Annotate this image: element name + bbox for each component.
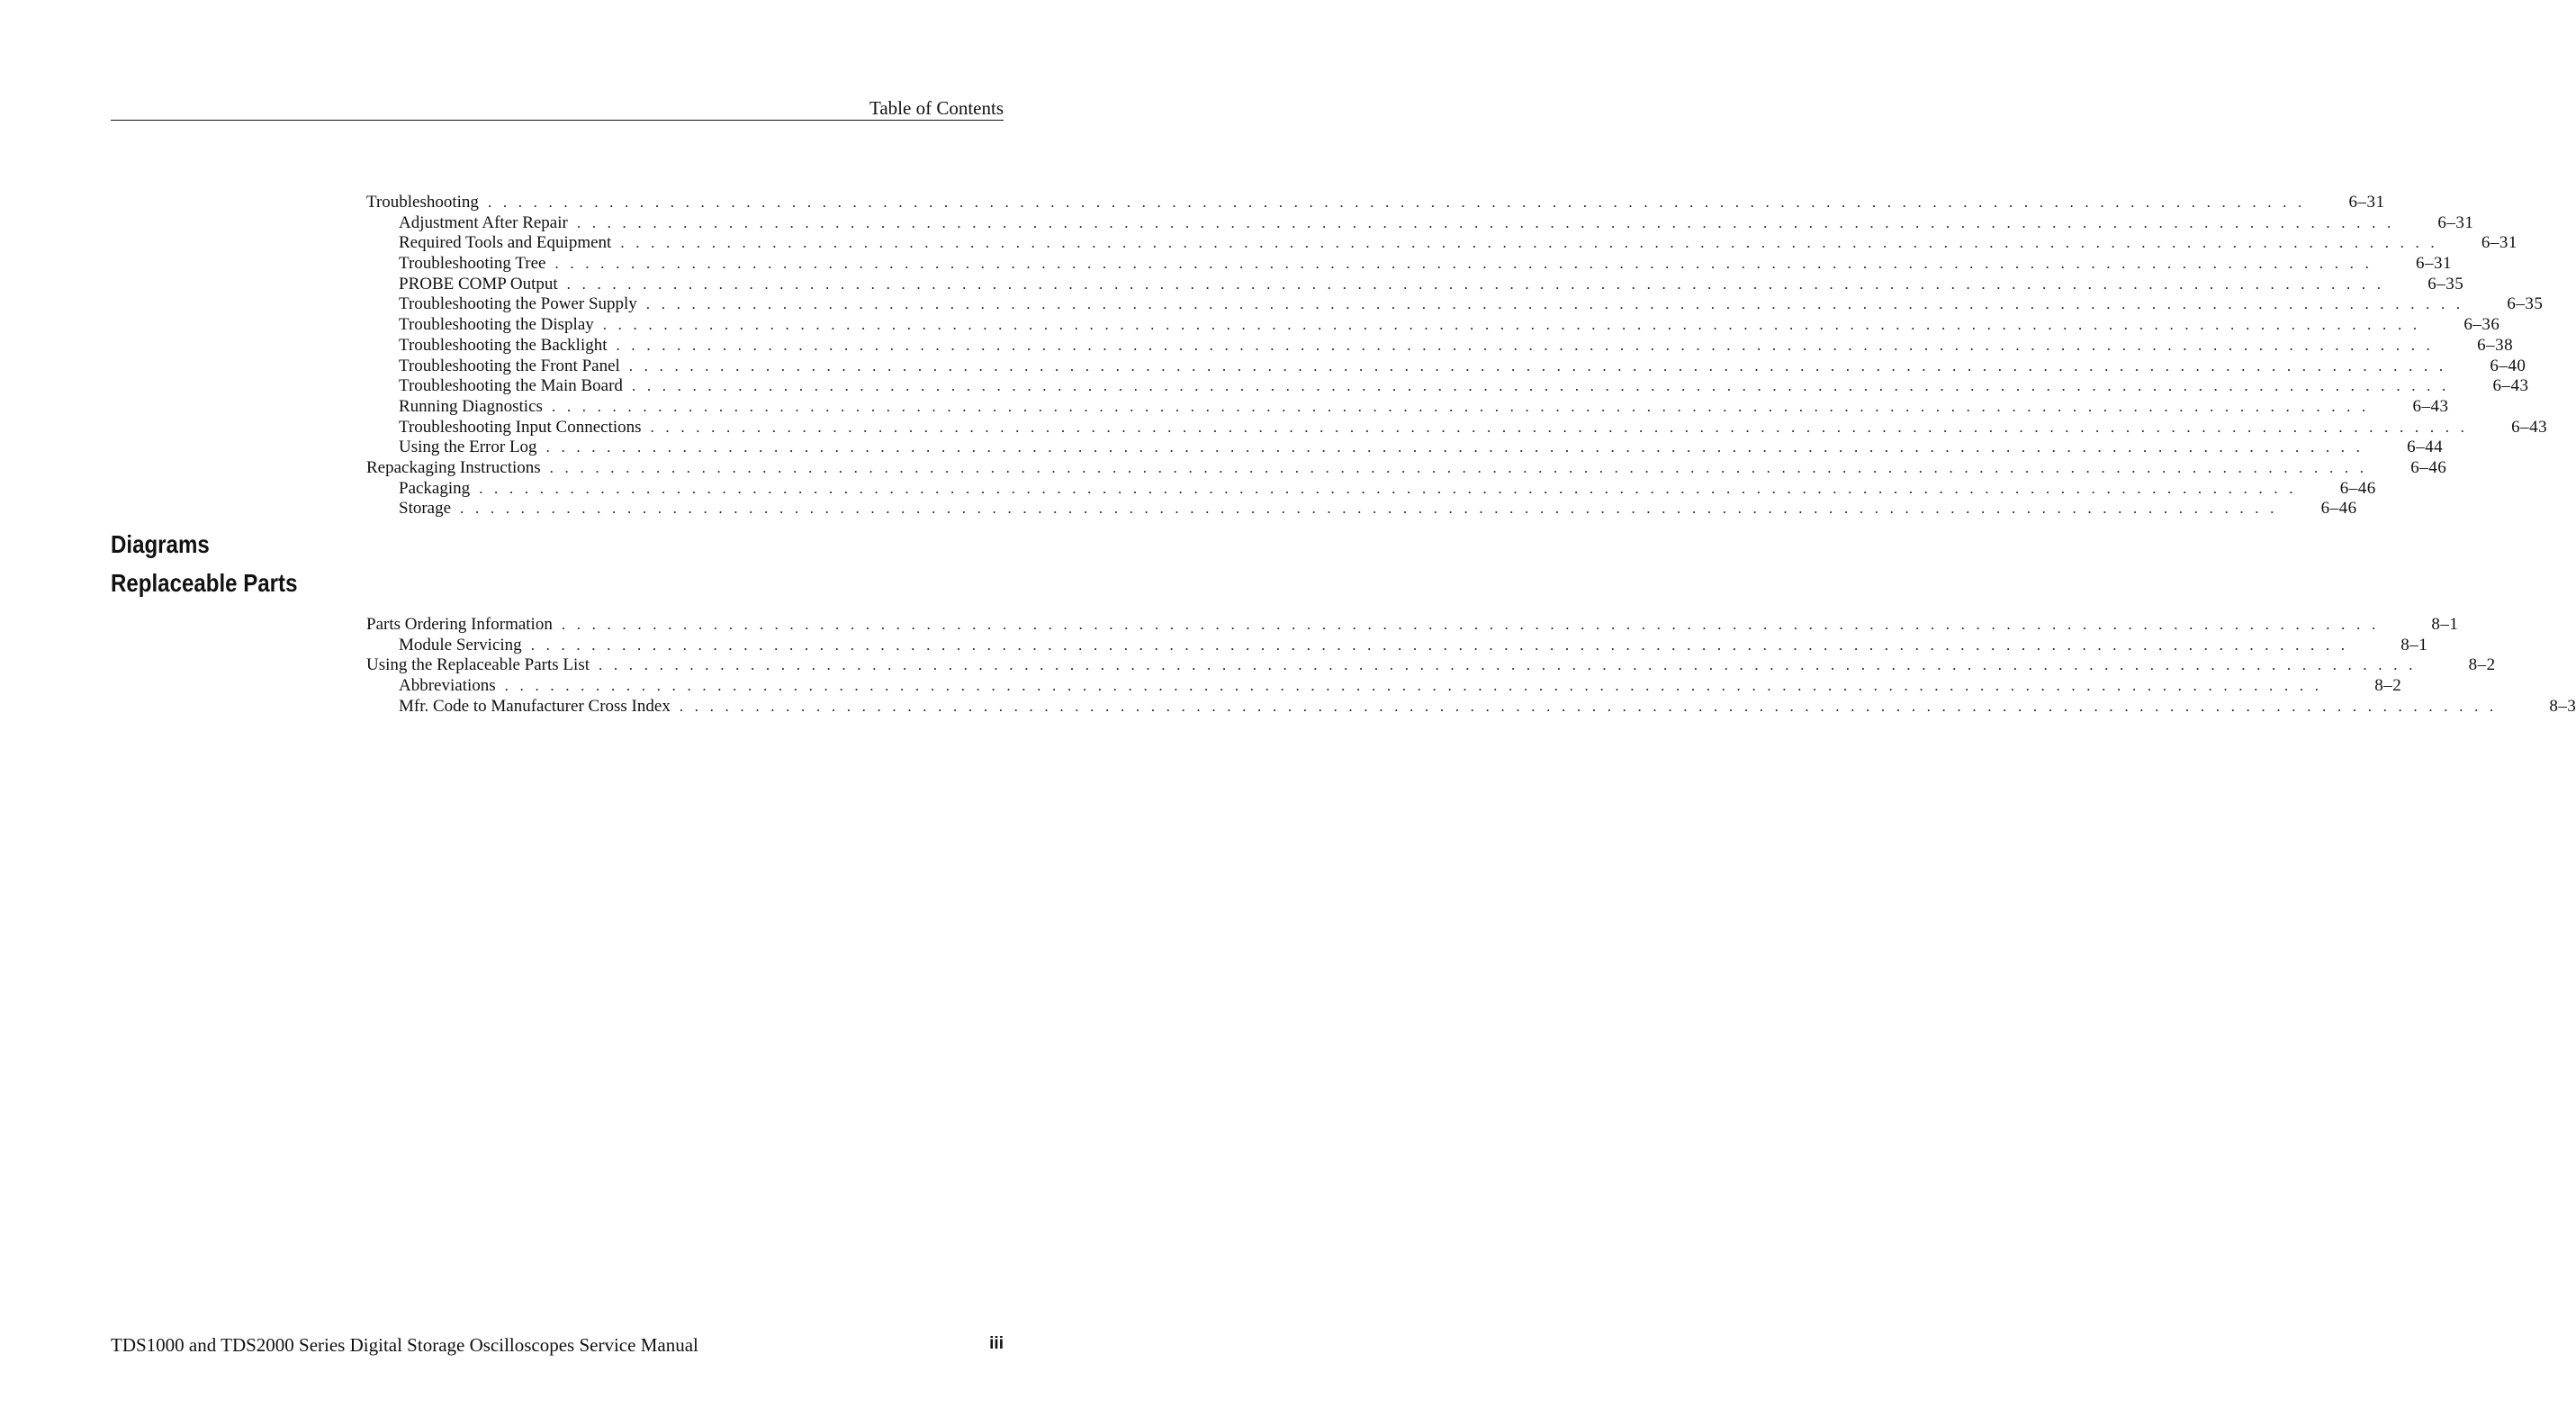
toc-entry[interactable] [366,254,2453,275]
toc-entry-title: Troubleshooting the Backlight [399,335,608,355]
toc-entry-page: 8–2 [2468,655,2496,675]
toc-entry-page: 8–2 [2374,676,2402,696]
dot-leader: . . . . . . . . . . . . . . . . . . . . . . . . . . . . . . . . . . . . . . . . . . . . . . . . . . . . . . . . . . . . . . . . . . . . . . . . . . . . . . . . . . . . . . . . . . . . . . . . . . . . . . . . . . . . . . . . . . . . . . . . [645,295,2464,313]
toc-entry-page: 6–31 [2437,212,2474,232]
toc-entry-title: Repackaging Instructions [366,457,541,477]
dot-leader: . . . . . . . . . . . . . . . . . . . . . . . . . . . . . . . . . . . . . . . . . . . . . . . . . . . . . . . . . . . . . . . . . . . . . . . . . . . . . . . . . . . . . . . . . . . . . . . . . . . . . . . . . . . . . . . . . . . . . . . . [460,500,2278,518]
dot-leader: . . . . . . . . . . . . . . . . . . . . . . . . . . . . . . . . . . . . . . . . . . . . . . . . . . . . . . . . . . . . . . . . . . . . . . . . . . . . . . . . . . . . . . . . . . . . . . . . . . . . . . . . . . . . . . . . . . . . . . . . [616,336,2435,354]
toc-entry-title: Troubleshooting the Power Supply [399,294,637,314]
toc-entry-title: PROBE COMP Output [399,274,558,293]
toc-entry[interactable] [366,233,2517,254]
toc-entry[interactable] [366,335,2514,356]
toc-entry[interactable] [366,676,2402,697]
toc-entry-page: 6–46 [2320,499,2357,519]
toc-entry-page: 6–31 [2348,193,2385,212]
toc-entry-title: Mfr. Code to Manufacturer Cross Index [399,696,671,716]
toc-entry[interactable] [366,478,2376,500]
toc-entry[interactable] [366,396,2449,418]
toc-entry-title: Troubleshooting Input Connections [399,417,642,437]
toc-entry-title: Running Diagnostics [399,396,543,416]
replaceable-parts-heading: Replaceable Parts [111,569,298,597]
dot-leader: . . . . . . . . . . . . . . . . . . . . . . . . . . . . . . . . . . . . . . . . . . . . . . . . . . . . . . . . . . . . . . . . . . . . . . . . . . . . . . . . . . . . . . . . . . . . . . . . . . . . . . . . . . . . . . . . . . . . . . . . [576,213,2395,231]
toc-entry-title: Using the Error Log [399,438,537,457]
toc-entry-page: 6–46 [2339,478,2376,498]
toc-entry[interactable] [366,438,2444,458]
dot-leader: . . . . . . . . . . . . . . . . . . . . . . . . . . . . . . . . . . . . . . . . . . . . . . . . . . . . . . . . . . . . . . . . . . . . . . . . . . . . . . . . . . . . . . . . . . . . . . . . . . . . . . . . . . . . . . . . . . . . . . . . [551,397,2370,415]
toc-entry-page: 6–43 [2412,396,2449,416]
dot-leader: . . . . . . . . . . . . . . . . . . . . . . . . . . . . . . . . . . . . . . . . . . . . . . . . . . . . . . . . . . . . . . . . . . . . . . . . . . . . . . . . . . . . . . . . . . . . . . . . . . . . . . . . . . . . . . . . . . . . . . . . [561,616,2380,633]
dot-leader: . . . . . . . . . . . . . . . . . . . . . . . . . . . . . . . . . . . . . . . . . . . . . . . . . . . . . . . . . . . . . . . . . . . . . . . . . . . . . . . . . . . . . . . . . . . . . . . . . . . . . . . . . . . . . . . . . . . . . . . . [628,356,2447,375]
toc-entry-page: 8–1 [2400,635,2428,654]
toc-entry[interactable] [366,499,2357,519]
toc-entry[interactable] [366,193,2385,213]
dot-leader: . . . . . . . . . . . . . . . . . . . . . . . . . . . . . . . . . . . . . . . . . . . . . . . . . . . . . . . . . . . . . . . . . . . . . . . . . . . . . . . . . . . . . . . . . . . . . . . . . . . . . . . . . . . . . . . . . . . . . . . . [487,194,2306,211]
dot-leader: . . . . . . . . . . . . . . . . . . . . . . . . . . . . . . . . . . . . . . . . . . . . . . . . . . . . . . . . . . . . . . . . . . . . . . . . . . . . . . . . . . . . . . . . . . . . . . . . . . . . . . . . . . . . . . . . . . . . . . . . [679,697,2498,715]
dot-leader: . . . . . . . . . . . . . . . . . . . . . . . . . . . . . . . . . . . . . . . . . . . . . . . . . . . . . . . . . . . . . . . . . . . . . . . . . . . . . . . . . . . . . . . . . . . . . . . . . . . . . . . . . . . . . . . . . . . . . . . . [545,438,2364,456]
toc-entry-page: 6–43 [2511,417,2548,437]
toc-section-8 [366,615,2576,717]
toc-entry[interactable] [366,457,2447,479]
dot-leader: . . . . . . . . . . . . . . . . . . . . . . . . . . . . . . . . . . . . . . . . . . . . . . . . . . . . . . . . . . . . . . . . . . . . . . . . . . . . . . . . . . . . . . . . . . . . . . . . . . . . . . . . . . . . . . . . . . . . . . . . [620,234,2438,252]
footer-page-number: iii [989,1334,1004,1353]
toc-entry-page: 6–44 [2407,438,2444,457]
toc-entry[interactable] [366,635,2428,656]
toc-entry-page: 6–43 [2492,376,2529,396]
toc-entry-page: 6–38 [2477,335,2514,355]
toc-entry-title: Module Servicing [399,635,522,654]
toc-entry-title: Required Tools and Equipment [399,233,612,253]
toc-entry-title: Troubleshooting the Display [399,315,594,335]
toc-entry-title: Troubleshooting the Main Board [399,376,623,396]
dot-leader: . . . . . . . . . . . . . . . . . . . . . . . . . . . . . . . . . . . . . . . . . . . . . . . . . . . . . . . . . . . . . . . . . . . . . . . . . . . . . . . . . . . . . . . . . . . . . . . . . . . . . . . . . . . . . . . . . . . . . . . . [602,316,2421,334]
toc-entry[interactable] [366,274,2464,295]
toc-entry-page: 8–3 [2549,696,2576,716]
header-rule [111,120,1004,121]
toc-entry[interactable] [366,294,2544,315]
dot-leader: . . . . . . . . . . . . . . . . . . . . . . . . . . . . . . . . . . . . . . . . . . . . . . . . . . . . . . . . . . . . . . . . . . . . . . . . . . . . . . . . . . . . . . . . . . . . . . . . . . . . . . . . . . . . . . . . . . . . . . . . [479,479,2297,497]
dot-leader: . . . . . . . . . . . . . . . . . . . . . . . . . . . . . . . . . . . . . . . . . . . . . . . . . . . . . . . . . . . . . . . . . . . . . . . . . . . . . . . . . . . . . . . . . . . . . . . . . . . . . . . . . . . . . . . . . . . . . . . . [631,377,2450,395]
toc-section-6 [366,193,2548,519]
toc-entry[interactable] [366,417,2548,438]
toc-entry-page: 6–46 [2410,457,2447,477]
toc-entry[interactable] [366,212,2474,234]
toc-entry-title: Packaging [399,478,471,498]
toc-entry-title: Abbreviations [399,676,496,696]
dot-leader: . . . . . . . . . . . . . . . . . . . . . . . . . . . . . . . . . . . . . . . . . . . . . . . . . . . . . . . . . . . . . . . . . . . . . . . . . . . . . . . . . . . . . . . . . . . . . . . . . . . . . . . . . . . . . . . . . . . . . . . . [599,656,2417,674]
toc-entry-title: Parts Ordering Information [366,615,553,634]
toc-entry-page: 6–35 [2507,294,2544,314]
dot-leader: . . . . . . . . . . . . . . . . . . . . . . . . . . . . . . . . . . . . . . . . . . . . . . . . . . . . . . . . . . . . . . . . . . . . . . . . . . . . . . . . . . . . . . . . . . . . . . . . . . . . . . . . . . . . . . . . . . . . . . . . [504,677,2323,695]
toc-entry-page: 6–31 [2481,233,2517,253]
footer-manual-title: TDS1000 and TDS2000 Series Digital Storage Oscilloscopes Service Manual [111,1334,698,1356]
dot-leader: . . . . . . . . . . . . . . . . . . . . . . . . . . . . . . . . . . . . . . . . . . . . . . . . . . . . . . . . . . . . . . . . . . . . . . . . . . . . . . . . . . . . . . . . . . . . . . . . . . . . . . . . . . . . . . . . . . . . . . . . [549,458,2368,476]
toc-entry[interactable] [366,615,2459,636]
toc-entry[interactable] [366,376,2529,397]
toc-entry-page: 6–36 [2463,315,2500,335]
toc-entry-title: Troubleshooting Tree [399,254,546,274]
toc-entry-title: Adjustment After Repair [399,212,568,232]
toc-entry-title: Troubleshooting the Front Panel [399,356,620,375]
dot-leader: . . . . . . . . . . . . . . . . . . . . . . . . . . . . . . . . . . . . . . . . . . . . . . . . . . . . . . . . . . . . . . . . . . . . . . . . . . . . . . . . . . . . . . . . . . . . . . . . . . . . . . . . . . . . . . . . . . . . . . . . [566,275,2385,293]
toc-entry-page: 6–31 [2416,254,2453,274]
toc-entry-title: Troubleshooting [366,193,479,212]
dot-leader: . . . . . . . . . . . . . . . . . . . . . . . . . . . . . . . . . . . . . . . . . . . . . . . . . . . . . . . . . . . . . . . . . . . . . . . . . . . . . . . . . . . . . . . . . . . . . . . . . . . . . . . . . . . . . . . . . . . . . . . . [650,418,2469,436]
toc-entry-page: 6–35 [2427,274,2464,293]
toc-entry-page: 6–40 [2490,356,2526,375]
diagrams-heading: Diagrams [111,530,210,558]
dot-leader: . . . . . . . . . . . . . . . . . . . . . . . . . . . . . . . . . . . . . . . . . . . . . . . . . . . . . . . . . . . . . . . . . . . . . . . . . . . . . . . . . . . . . . . . . . . . . . . . . . . . . . . . . . . . . . . . . . . . . . . . [554,255,2373,273]
toc-entry-title: Storage [399,499,452,519]
toc-entry-page: 8–1 [2431,615,2459,634]
toc-entry[interactable] [366,315,2500,336]
toc-entry-title: Using the Replaceable Parts List [366,655,590,675]
toc-entry[interactable] [366,655,2496,676]
toc-entry[interactable] [366,356,2526,377]
dot-leader: . . . . . . . . . . . . . . . . . . . . . . . . . . . . . . . . . . . . . . . . . . . . . . . . . . . . . . . . . . . . . . . . . . . . . . . . . . . . . . . . . . . . . . . . . . . . . . . . . . . . . . . . . . . . . . . . . . . . . . . . [530,636,2349,654]
running-header-title: Table of Contents [869,97,1004,119]
toc-entry[interactable] [366,696,2576,718]
